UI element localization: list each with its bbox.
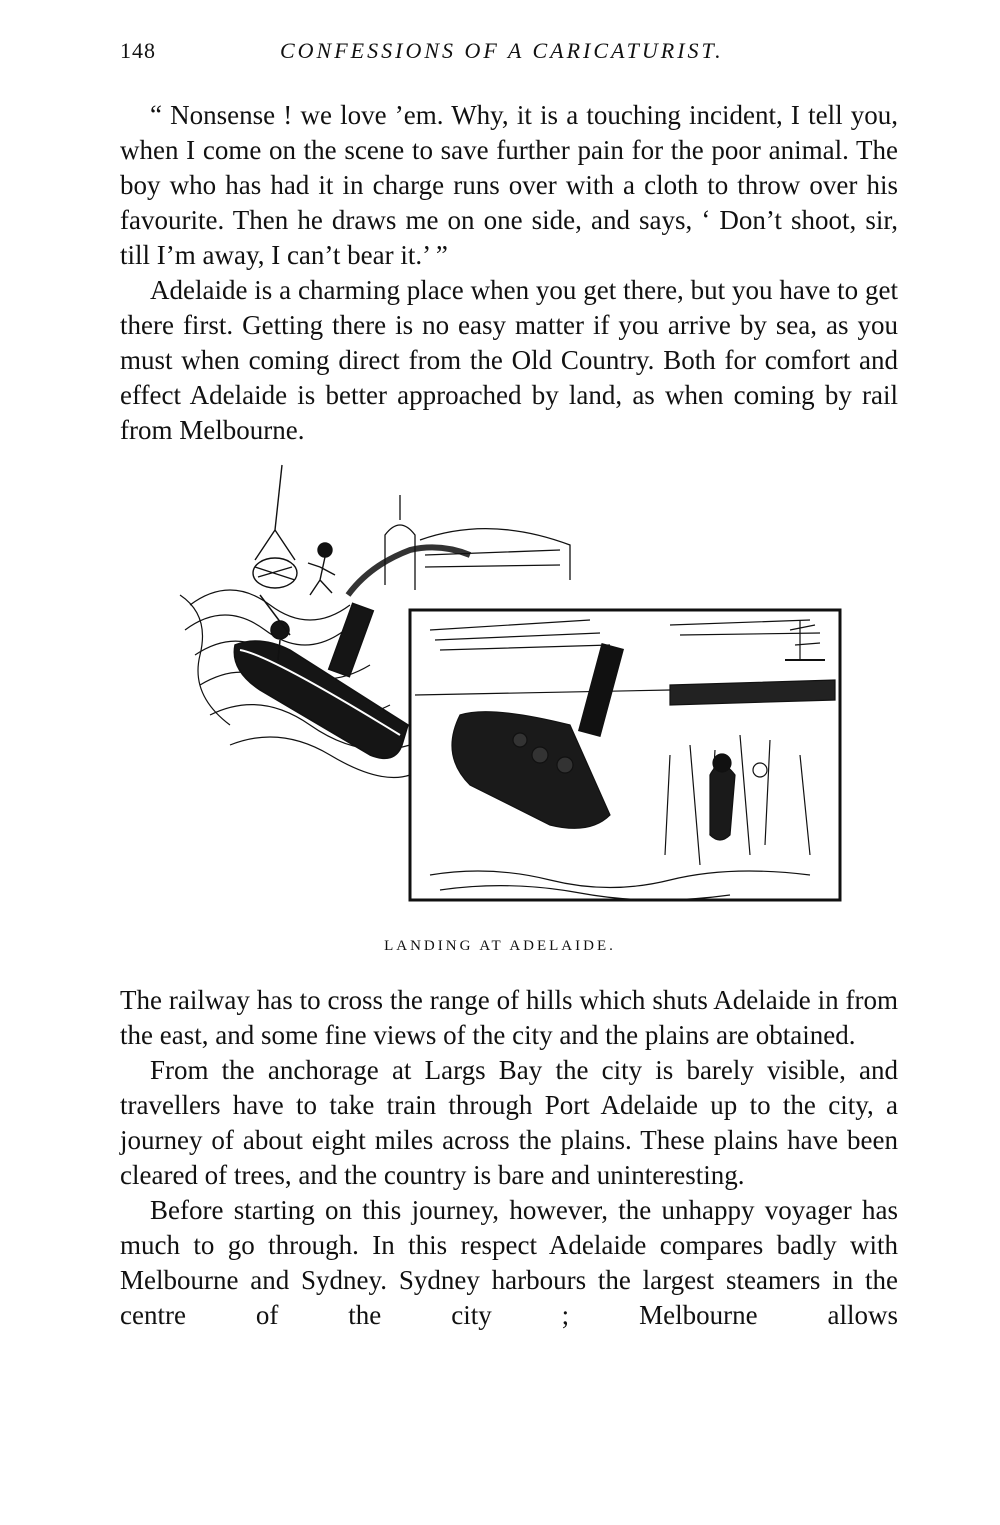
falling-figure	[308, 543, 335, 595]
harbour-building	[385, 495, 570, 590]
landing-at-adelaide-illustration	[170, 455, 850, 930]
page-header	[120, 38, 900, 78]
body-text-top	[120, 98, 898, 448]
running-title: CONFESSIONS OF A CARICATURIST.	[280, 38, 724, 63]
paragraph: The railway has to cross the range of hills which shuts Adelaide in from the east, and some fine views of the city and the plains are obtained.	[120, 985, 898, 1050]
paragraph: Before starting on this journey, however, the unhappy voyager has much to go through. In this respect Adelaide compares badly with Melbourne and Sydney. Sydney harbours the largest steamers in the centre of the city ; Melbourne allows	[120, 1195, 898, 1330]
paragraph: “ Nonsense ! we love ’em. Why, it is a touching incident, I tell you, when I come on the scene to save further pain for the poor animal. The boy who has had it in charge runs over with a cloth to throw over his favourite. Then he draws me on one side, and says, ‘ Don’t shoot, sir, till I’m away, I can’t bear it.’ ”	[120, 100, 898, 270]
paragraph: From the anchorage at Largs Bay the city is barely visible, and travellers have to take train through Port Adelaide up to the city, a journey of about eight miles across the plains. These plains have been cleared of trees, and the country is bare and uninteresting.	[120, 1055, 898, 1190]
paragraph: Adelaide is a charming place when you get there, but you have to get there first. Getting there is no easy matter if you arrive by sea, as you must when coming direct from the Old Country. Both for comfort and effect Adelaide is better approached by land, as when coming by rail from Melbourne.	[120, 275, 898, 445]
page-number: 148	[120, 38, 156, 63]
figure-caption: LANDING AT ADELAIDE.	[384, 938, 616, 954]
body-text-bottom	[120, 983, 898, 1333]
hoisted-basket	[253, 465, 297, 588]
